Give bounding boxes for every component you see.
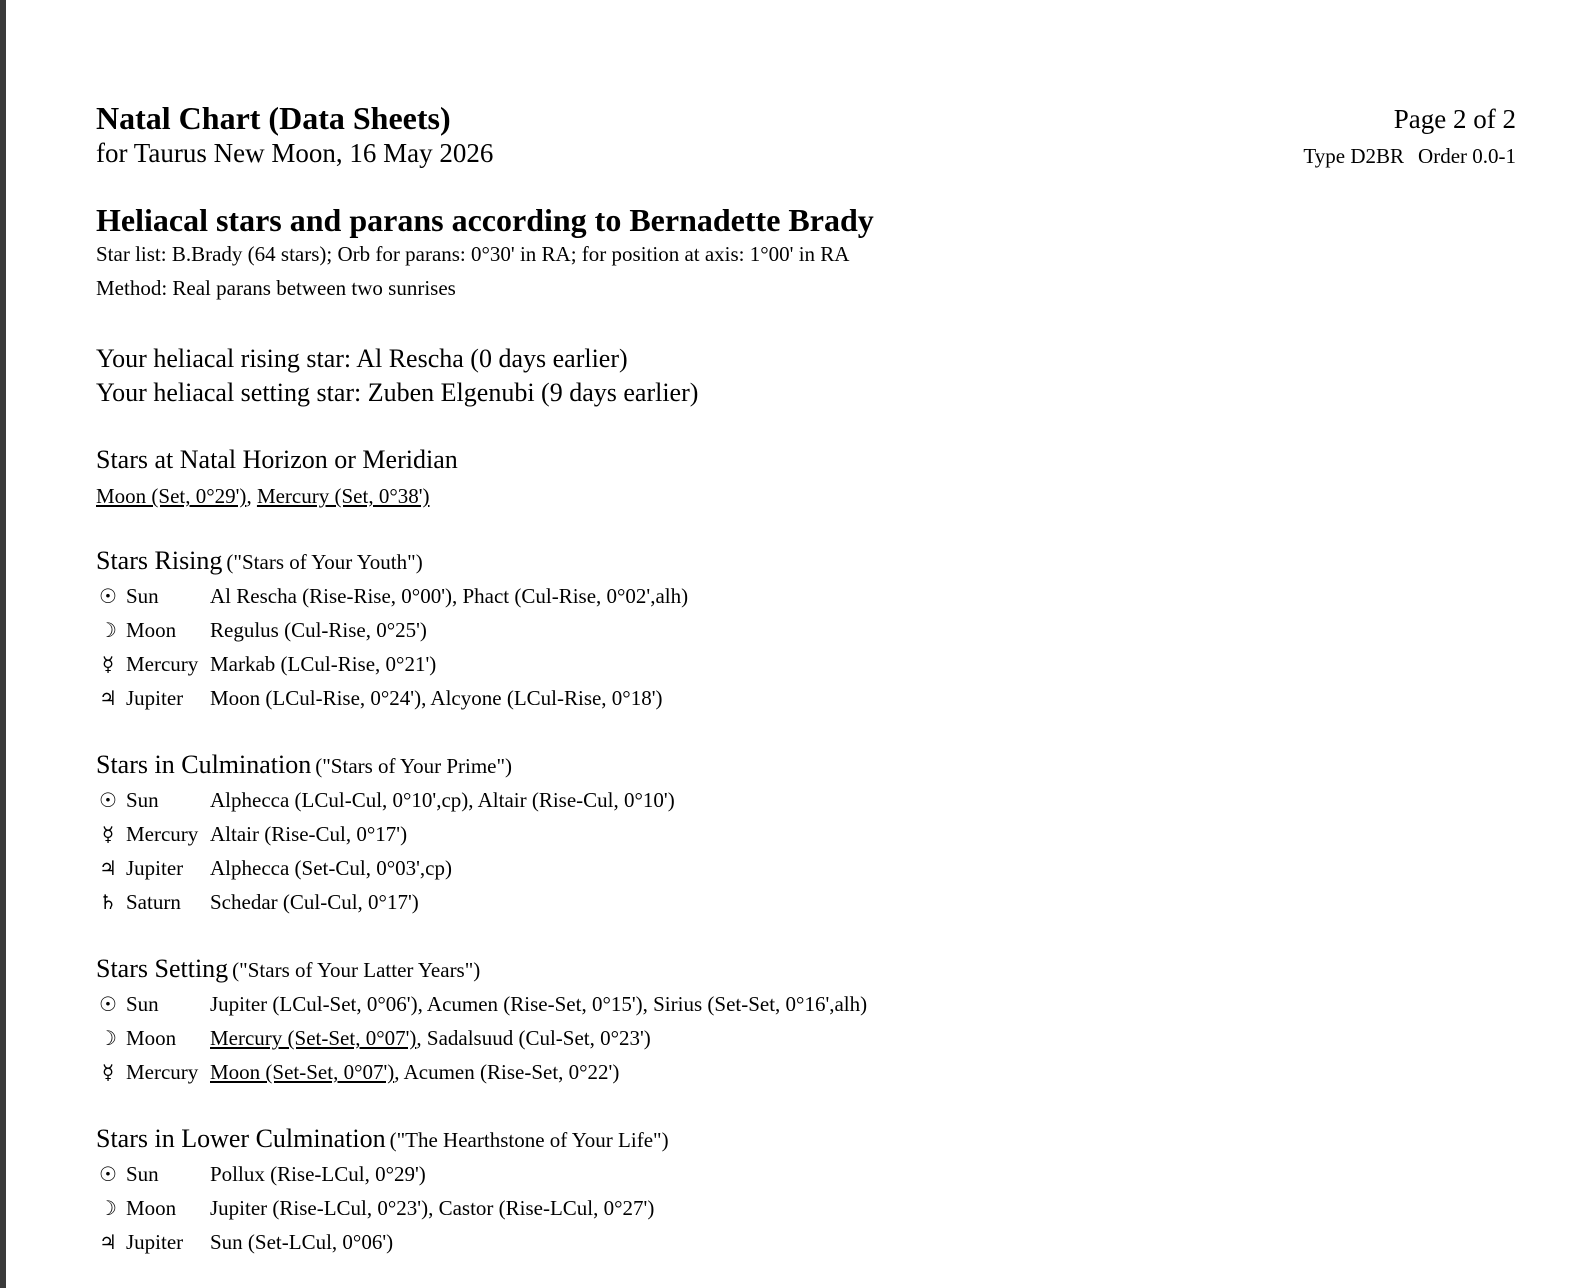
axis-stars-heading xyxy=(96,443,458,477)
paran-stars: Alphecca (Set-Cul, 0°03',cp) xyxy=(210,856,452,880)
setting-heading xyxy=(96,952,480,987)
paran-stars: Alphecca (LCul-Cul, 0°10',cp), Altair (Rise-Cul, 0°10') xyxy=(210,788,675,812)
paran-stars-rest: , Acumen (Rise-Set, 0°22') xyxy=(394,1060,620,1084)
sun-glyph-icon: ☉ xyxy=(99,788,117,812)
axis-stars-line xyxy=(96,482,430,510)
axis-star-link-moon[interactable]: Moon (Set, 0°29') xyxy=(96,484,247,508)
planet-name: Sun xyxy=(126,788,159,812)
setting-note: ("Stars of Your Latter Years") xyxy=(232,958,481,982)
planet-name: Sun xyxy=(126,1162,159,1186)
culmination-note: ("Stars of Your Prime") xyxy=(315,754,513,778)
planet-name: Sun xyxy=(126,584,159,608)
planet-name: Jupiter xyxy=(126,1230,184,1254)
paran-stars xyxy=(210,1058,619,1086)
method-info: Method: Real parans between two sunrises xyxy=(96,276,456,300)
rising-title: Stars Rising xyxy=(96,546,223,575)
culmination-heading xyxy=(96,748,512,783)
jupiter-glyph-icon: ♃ xyxy=(99,856,117,880)
paran-stars: Pollux (Rise-LCul, 0°29') xyxy=(210,1162,426,1186)
rising-note: ("Stars of Your Youth") xyxy=(226,550,423,574)
culmination-title: Stars in Culmination xyxy=(96,750,312,779)
axis-stars-title: Stars at Natal Horizon or Meridian xyxy=(96,445,458,474)
paran-star-link[interactable]: Moon (Set-Set, 0°07') xyxy=(210,1060,395,1084)
lower-culmination-heading xyxy=(96,1122,669,1157)
planet-name: Saturn xyxy=(126,890,181,914)
heliacal-setting-star: Your heliacal setting star: Zuben Elgenubi (9 days earlier) xyxy=(96,378,699,407)
sun-glyph-icon: ☉ xyxy=(99,992,117,1016)
jupiter-glyph-icon: ♃ xyxy=(99,686,117,710)
setting-title: Stars Setting xyxy=(96,954,229,983)
mercury-glyph-icon: ☿ xyxy=(101,1060,115,1084)
moon-glyph-icon: ☽ xyxy=(99,1196,117,1220)
planet-name: Mercury xyxy=(126,652,199,676)
lower-culmination-title: Stars in Lower Culmination xyxy=(96,1124,386,1153)
sun-glyph-icon: ☉ xyxy=(99,584,117,608)
planet-name: Moon xyxy=(126,618,177,642)
sun-glyph-icon: ☉ xyxy=(99,1162,117,1186)
mercury-glyph-icon: ☿ xyxy=(101,822,115,846)
lower-culmination-note: ("The Hearthstone of Your Life") xyxy=(389,1128,669,1152)
moon-glyph-icon: ☽ xyxy=(99,1026,117,1050)
window-left-edge xyxy=(0,0,6,1288)
mercury-glyph-icon: ☿ xyxy=(101,652,115,676)
paran-stars: Sun (Set-LCul, 0°06') xyxy=(210,1230,394,1254)
paran-star-link[interactable]: Mercury (Set-Set, 0°07') xyxy=(210,1026,417,1050)
document-title: Natal Chart (Data Sheets) xyxy=(96,100,451,136)
planet-name: Mercury xyxy=(126,1060,199,1084)
planet-name: Moon xyxy=(126,1026,177,1050)
paran-stars: Jupiter (Rise-LCul, 0°23'), Castor (Rise-LCul, 0°27') xyxy=(210,1196,655,1220)
moon-glyph-icon: ☽ xyxy=(99,618,117,642)
data-sheet-page xyxy=(96,0,1516,1288)
paran-stars: Altair (Rise-Cul, 0°17') xyxy=(210,822,408,846)
star-list-info: Star list: B.Brady (64 stars); Orb for parans: 0°30' in RA; for position at axis: 1°00' in RA xyxy=(96,242,850,266)
paran-stars-rest: , Sadalsuud (Cul-Set, 0°23') xyxy=(416,1026,651,1050)
axis-star-link-mercury[interactable]: Mercury (Set, 0°38') xyxy=(256,484,430,508)
planet-name: Jupiter xyxy=(126,686,184,710)
paran-stars: Markab (LCul-Rise, 0°21') xyxy=(210,652,437,676)
paran-stars xyxy=(210,1024,651,1052)
document-subtitle: for Taurus New Moon, 16 May 2026 xyxy=(96,138,494,168)
paran-stars: Moon (LCul-Rise, 0°24'), Alcyone (LCul-Rise, 0°18') xyxy=(210,686,663,710)
saturn-glyph-icon: ♄ xyxy=(99,890,117,914)
planet-name: Mercury xyxy=(126,822,199,846)
chart-order: Order 0.0-1 xyxy=(1418,144,1516,168)
planet-name: Jupiter xyxy=(126,856,184,880)
axis-separator: , xyxy=(246,484,257,508)
chart-type: Type D2BR xyxy=(1303,144,1405,168)
heliacal-rising-star: Your heliacal rising star: Al Rescha (0 days earlier) xyxy=(96,344,628,373)
paran-stars: Al Rescha (Rise-Rise, 0°00'), Phact (Cul-Rise, 0°02',alh) xyxy=(210,584,689,608)
paran-stars: Jupiter (LCul-Set, 0°06'), Acumen (Rise-Set, 0°15'), Sirius (Set-Set, 0°16',alh) xyxy=(210,992,868,1016)
type-order-info xyxy=(1303,142,1516,170)
paran-stars: Regulus (Cul-Rise, 0°25') xyxy=(210,618,427,642)
section-title: Heliacal stars and parans according to Bernadette Brady xyxy=(96,202,874,238)
page-number: Page 2 of 2 xyxy=(1393,104,1516,134)
jupiter-glyph-icon: ♃ xyxy=(99,1230,117,1254)
planet-name: Sun xyxy=(126,992,159,1016)
planet-name: Moon xyxy=(126,1196,177,1220)
paran-stars: Schedar (Cul-Cul, 0°17') xyxy=(210,890,419,914)
rising-heading xyxy=(96,544,423,579)
